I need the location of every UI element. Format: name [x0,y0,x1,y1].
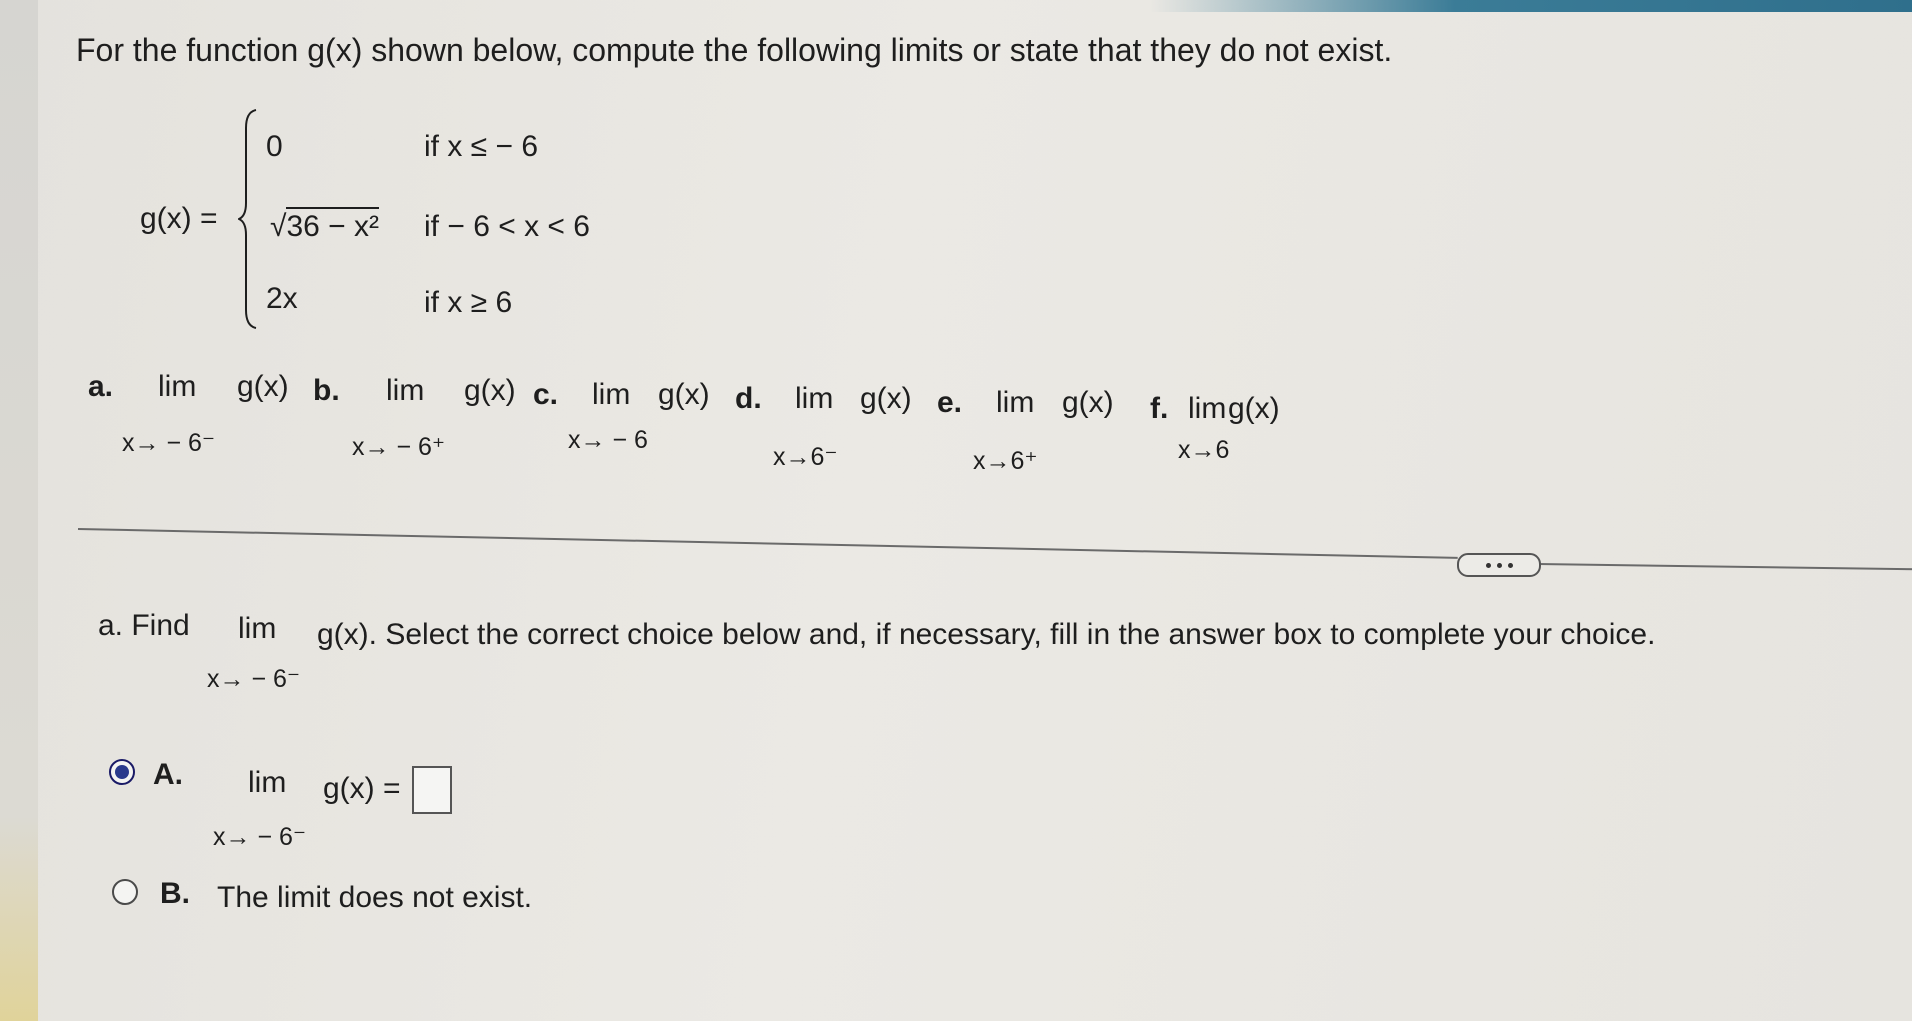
case-3-cond: if x ≥ 6 [424,286,513,319]
part-lim: lim [1188,392,1227,425]
choice-a-label: A. [153,758,183,791]
part-sub: x→ − 6⁺ [352,433,446,461]
choice-a-fn: g(x) = [323,772,401,805]
divider [1538,563,1912,570]
part-label: e. [937,386,963,419]
subquestion-lim: lim [238,612,277,645]
part-label: d. [735,382,762,415]
part-fn: g(x) [1062,386,1114,419]
part-lim: lim [996,386,1035,419]
case-2-cond: if − 6 < x < 6 [424,210,590,243]
case-1-cond: if x ≤ − 6 [424,130,539,163]
more-options-button[interactable] [1457,553,1541,577]
part-sub: x→6 [1178,436,1230,464]
part-lim: lim [386,374,425,407]
subquestion-text: g(x). Select the correct choice below and, if necessary, fill in the answer box to complete your choice. [317,618,1656,651]
part-sub: x→6⁻ [773,443,838,471]
choice-a-radio[interactable] [109,759,135,785]
case-3-expr: 2x [266,282,298,315]
choice-b-label: B. [160,877,190,910]
part-lim: lim [158,370,197,403]
part-lim: lim [795,382,834,415]
part-fn: g(x) [464,374,516,407]
subquestion-sub: x→ − 6⁻ [207,665,301,693]
screen-bezel [0,0,38,1021]
part-fn: g(x) [237,370,289,403]
choice-b-radio[interactable] [112,879,138,905]
choice-a-sub: x→ − 6⁻ [213,823,307,851]
part-sub: x→6⁺ [973,447,1038,475]
part-fn: g(x) [1228,392,1280,425]
part-label: c. [533,378,559,411]
function-lhs: g(x) = [140,202,218,235]
answer-input[interactable] [412,766,452,814]
case-2-expr: √36 − x² [270,207,379,244]
choice-b-text: The limit does not exist. [217,881,533,914]
subquestion-prefix: a. Find [98,609,190,642]
divider [78,528,1458,559]
radical-icon: √ [270,210,287,243]
part-sub: x→ − 6⁻ [122,429,216,457]
part-label: f. [1150,392,1169,425]
case-1-expr: 0 [266,130,283,163]
part-lim: lim [592,378,631,411]
part-sub: x→ − 6 [568,426,648,454]
part-label: a. [88,370,114,403]
part-fn: g(x) [860,382,912,415]
top-bar [1150,0,1912,12]
question-prompt: For the function g(x) shown below, compute the following limits or state that they do not exist. [76,32,1393,68]
choice-a-lim: lim [248,766,287,799]
brace-icon [238,108,258,330]
part-label: b. [313,374,340,407]
part-fn: g(x) [658,378,710,411]
